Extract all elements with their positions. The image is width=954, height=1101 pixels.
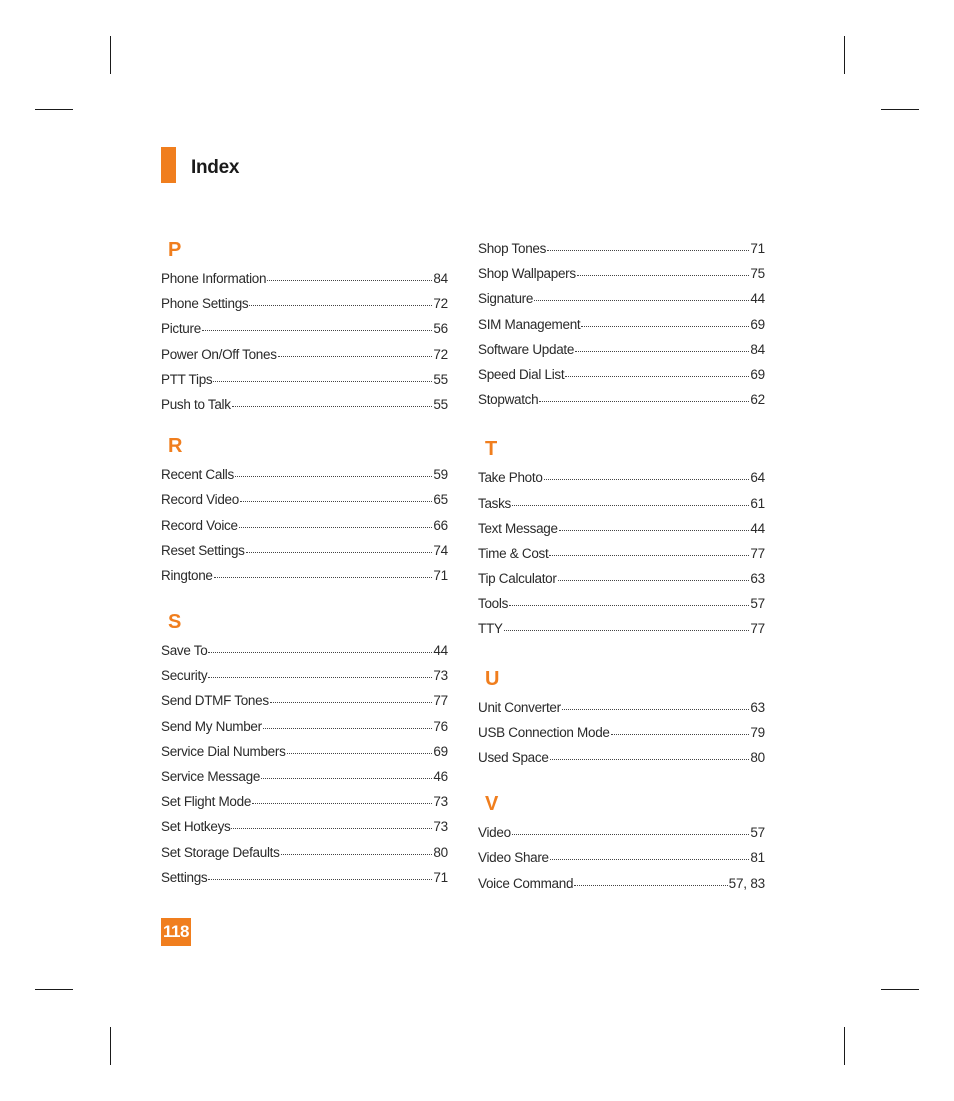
index-entry[interactable] bbox=[161, 739, 448, 764]
index-entry[interactable] bbox=[478, 820, 765, 845]
leader-dots bbox=[232, 406, 433, 407]
leader-dots bbox=[550, 759, 750, 760]
entry-page: 84 bbox=[750, 341, 765, 357]
leader-dots bbox=[577, 275, 750, 276]
leader-dots bbox=[549, 555, 749, 556]
index-entry[interactable] bbox=[161, 462, 448, 487]
entry-page: 63 bbox=[750, 699, 765, 715]
entry-page: 77 bbox=[750, 545, 765, 561]
entry-name: Picture bbox=[161, 321, 201, 337]
section-letter: R bbox=[168, 435, 183, 458]
entry-page: 62 bbox=[750, 392, 765, 408]
crop-mark bbox=[844, 1027, 845, 1065]
index-entry[interactable] bbox=[161, 266, 448, 291]
entry-page: 65 bbox=[433, 492, 448, 508]
entry-page: 69 bbox=[750, 316, 765, 332]
entry-name: Set Flight Mode bbox=[161, 794, 252, 810]
entry-name: Video bbox=[478, 825, 511, 841]
page-number-badge: 118 bbox=[161, 918, 191, 946]
section-letter: V bbox=[485, 793, 499, 816]
entry-page: 73 bbox=[433, 794, 448, 810]
index-entry[interactable] bbox=[161, 367, 448, 392]
leader-dots bbox=[504, 630, 750, 631]
index-entry[interactable] bbox=[478, 591, 765, 616]
entry-name: Security bbox=[161, 668, 208, 684]
index-section-s bbox=[161, 608, 448, 890]
index-entry[interactable] bbox=[478, 491, 765, 516]
index-entry[interactable] bbox=[161, 342, 448, 367]
entry-page: 44 bbox=[750, 520, 765, 536]
crop-mark bbox=[844, 36, 845, 74]
index-entry[interactable] bbox=[478, 337, 765, 362]
index-entry[interactable] bbox=[478, 745, 765, 770]
crop-mark bbox=[881, 109, 919, 110]
entry-name: Signature bbox=[478, 291, 534, 307]
crop-mark bbox=[881, 989, 919, 990]
entry-page: 76 bbox=[433, 718, 448, 734]
leader-dots bbox=[263, 728, 433, 729]
leader-dots bbox=[611, 734, 750, 735]
leader-dots bbox=[512, 505, 749, 506]
entry-page: 77 bbox=[433, 693, 448, 709]
leader-dots bbox=[240, 501, 432, 502]
entry-page: 66 bbox=[433, 517, 448, 533]
entry-name: Ringtone bbox=[161, 567, 213, 583]
leader-dots bbox=[249, 305, 432, 306]
entry-page: 55 bbox=[433, 396, 448, 412]
index-entry[interactable] bbox=[161, 840, 448, 865]
leader-dots bbox=[558, 580, 750, 581]
page-title: Index bbox=[191, 157, 240, 178]
index-section-u bbox=[478, 665, 765, 771]
leader-dots bbox=[267, 280, 432, 281]
index-entry[interactable] bbox=[161, 513, 448, 538]
leader-dots bbox=[208, 879, 432, 880]
index-entry[interactable] bbox=[478, 236, 765, 261]
entry-name: PTT Tips bbox=[161, 371, 213, 387]
entry-name: Service Message bbox=[161, 769, 261, 784]
index-entry[interactable] bbox=[161, 291, 448, 316]
index-entry[interactable] bbox=[478, 387, 765, 412]
entry-page: 75 bbox=[750, 266, 765, 282]
index-entry[interactable] bbox=[478, 695, 765, 720]
entry-name: Recent Calls bbox=[161, 467, 234, 483]
crop-mark bbox=[110, 36, 111, 74]
entry-page: 73 bbox=[433, 819, 448, 835]
entry-name: USB Connection Mode bbox=[478, 724, 610, 740]
index-section-r bbox=[161, 432, 448, 588]
leader-dots bbox=[559, 530, 750, 531]
index-entry[interactable] bbox=[478, 845, 765, 870]
entry-name: Send My Number bbox=[161, 718, 262, 734]
leader-dots bbox=[575, 351, 749, 352]
leader-dots bbox=[565, 376, 749, 377]
entry-name: Take Photo bbox=[478, 470, 543, 486]
entry-page: 84 bbox=[433, 271, 448, 286]
entry-page: 63 bbox=[750, 571, 765, 587]
entry-name: Set Storage Defaults bbox=[161, 844, 280, 860]
entry-page: 69 bbox=[433, 743, 448, 759]
leader-dots bbox=[581, 326, 749, 327]
index-section-t bbox=[478, 435, 765, 641]
index-column-left bbox=[161, 236, 448, 890]
index-entry[interactable] bbox=[478, 362, 765, 387]
leader-dots bbox=[202, 330, 432, 331]
leader-dots bbox=[574, 885, 728, 886]
index-entry[interactable] bbox=[161, 764, 448, 789]
entry-page: 77 bbox=[750, 621, 765, 637]
index-entry[interactable] bbox=[478, 566, 765, 591]
leader-dots bbox=[261, 778, 432, 779]
entry-name: Shop Tones bbox=[478, 241, 547, 256]
entry-name: Set Hotkeys bbox=[161, 819, 231, 835]
leader-dots bbox=[208, 652, 432, 653]
entry-page: 44 bbox=[433, 643, 448, 659]
index-section-v bbox=[478, 790, 765, 896]
leader-dots bbox=[539, 401, 749, 402]
leader-dots bbox=[252, 803, 432, 804]
leader-dots bbox=[534, 300, 749, 301]
entry-name: Record Voice bbox=[161, 517, 238, 533]
entry-name: Service Dial Numbers bbox=[161, 743, 286, 759]
section-letter: P bbox=[168, 239, 182, 261]
entry-page: 46 bbox=[433, 769, 448, 784]
leader-dots bbox=[512, 834, 750, 835]
index-entry[interactable] bbox=[161, 316, 448, 341]
entry-name: Used Space bbox=[478, 750, 549, 765]
entry-page: 61 bbox=[750, 495, 765, 511]
entry-page: 73 bbox=[433, 668, 448, 684]
entry-name: Stopwatch bbox=[478, 392, 539, 408]
leader-dots bbox=[235, 476, 432, 477]
leader-dots bbox=[547, 250, 749, 251]
entry-name: Video Share bbox=[478, 850, 549, 866]
index-entry[interactable] bbox=[161, 688, 448, 713]
entry-name: Time & Cost bbox=[478, 545, 549, 561]
entry-name: Send DTMF Tones bbox=[161, 693, 269, 709]
header-accent-bar bbox=[161, 147, 176, 183]
index-entry[interactable] bbox=[161, 663, 448, 688]
entry-page: 81 bbox=[750, 850, 765, 866]
leader-dots bbox=[278, 356, 433, 357]
index-entry[interactable] bbox=[478, 720, 765, 745]
entry-name: Tasks bbox=[478, 495, 512, 511]
entry-name: TTY bbox=[478, 621, 503, 637]
entry-name: Tools bbox=[478, 596, 509, 612]
entry-page: 57 bbox=[750, 825, 765, 841]
entry-name: Settings bbox=[161, 869, 208, 885]
section-letter: T bbox=[485, 438, 498, 461]
index-entry[interactable] bbox=[478, 541, 765, 566]
entry-name: Phone Information bbox=[161, 271, 267, 286]
entry-name: Phone Settings bbox=[161, 296, 249, 312]
entry-page: 55 bbox=[433, 371, 448, 387]
leader-dots bbox=[208, 677, 432, 678]
entry-page: 72 bbox=[433, 346, 448, 362]
entry-name: Tip Calculator bbox=[478, 571, 557, 587]
entry-page: 74 bbox=[433, 542, 448, 558]
leader-dots bbox=[213, 381, 432, 382]
entry-page: 79 bbox=[750, 724, 765, 740]
index-entry[interactable] bbox=[478, 261, 765, 286]
entry-name: Reset Settings bbox=[161, 542, 245, 558]
leader-dots bbox=[231, 828, 432, 829]
entry-page: 80 bbox=[433, 844, 448, 860]
index-entry[interactable] bbox=[478, 312, 765, 337]
entry-name: Record Video bbox=[161, 492, 239, 508]
index-entry[interactable] bbox=[161, 392, 448, 417]
entry-name: Save To bbox=[161, 643, 208, 659]
index-entry[interactable] bbox=[161, 814, 448, 839]
index-entry[interactable] bbox=[161, 538, 448, 563]
entry-page: 64 bbox=[750, 470, 765, 486]
entry-name: Shop Wallpapers bbox=[478, 266, 576, 282]
index-section-p bbox=[161, 236, 448, 417]
index-entry[interactable] bbox=[478, 286, 765, 311]
entry-name: Speed Dial List bbox=[478, 366, 565, 382]
index-entry[interactable] bbox=[161, 638, 448, 663]
leader-dots bbox=[239, 527, 433, 528]
entry-name: Unit Converter bbox=[478, 699, 561, 715]
leader-dots bbox=[550, 859, 750, 860]
crop-mark bbox=[35, 109, 73, 110]
entry-page: 69 bbox=[750, 366, 765, 382]
entry-page: 59 bbox=[433, 467, 448, 483]
leader-dots bbox=[562, 709, 750, 710]
index-entry[interactable] bbox=[478, 616, 765, 641]
leader-dots bbox=[509, 605, 749, 606]
entry-page: 44 bbox=[750, 291, 765, 307]
index-entry[interactable] bbox=[478, 516, 765, 541]
entry-page: 56 bbox=[433, 321, 448, 337]
index-entry[interactable] bbox=[478, 871, 765, 896]
section-letter: U bbox=[485, 667, 500, 690]
leader-dots bbox=[214, 577, 433, 578]
index-column-right bbox=[478, 236, 765, 896]
index-entry[interactable] bbox=[161, 865, 448, 890]
entry-name: Text Message bbox=[478, 520, 558, 536]
crop-mark bbox=[110, 1027, 111, 1065]
entry-page: 80 bbox=[750, 750, 765, 765]
leader-dots bbox=[544, 479, 750, 480]
index-entry[interactable] bbox=[161, 487, 448, 512]
entry-page: 71 bbox=[433, 869, 448, 885]
leader-dots bbox=[287, 753, 433, 754]
entry-name: SIM Management bbox=[478, 316, 581, 332]
crop-mark bbox=[35, 989, 73, 990]
entry-page: 72 bbox=[433, 296, 448, 312]
entry-name: Voice Command bbox=[478, 875, 574, 891]
entry-page: 57, 83 bbox=[728, 875, 765, 891]
index-section-s-continued bbox=[478, 236, 765, 412]
index-entry[interactable] bbox=[161, 563, 448, 588]
index-entry[interactable] bbox=[161, 714, 448, 739]
entry-name: Push to Talk bbox=[161, 396, 231, 412]
entry-name: Software Update bbox=[478, 341, 575, 357]
entry-page: 57 bbox=[750, 596, 765, 612]
leader-dots bbox=[246, 552, 433, 553]
leader-dots bbox=[281, 854, 433, 855]
leader-dots bbox=[270, 702, 433, 703]
index-entry[interactable] bbox=[161, 789, 448, 814]
entry-name: Power On/Off Tones bbox=[161, 346, 277, 362]
index-entry[interactable] bbox=[478, 465, 765, 490]
section-letter: S bbox=[168, 611, 182, 634]
entry-page: 71 bbox=[433, 567, 448, 583]
entry-page: 71 bbox=[750, 241, 765, 256]
